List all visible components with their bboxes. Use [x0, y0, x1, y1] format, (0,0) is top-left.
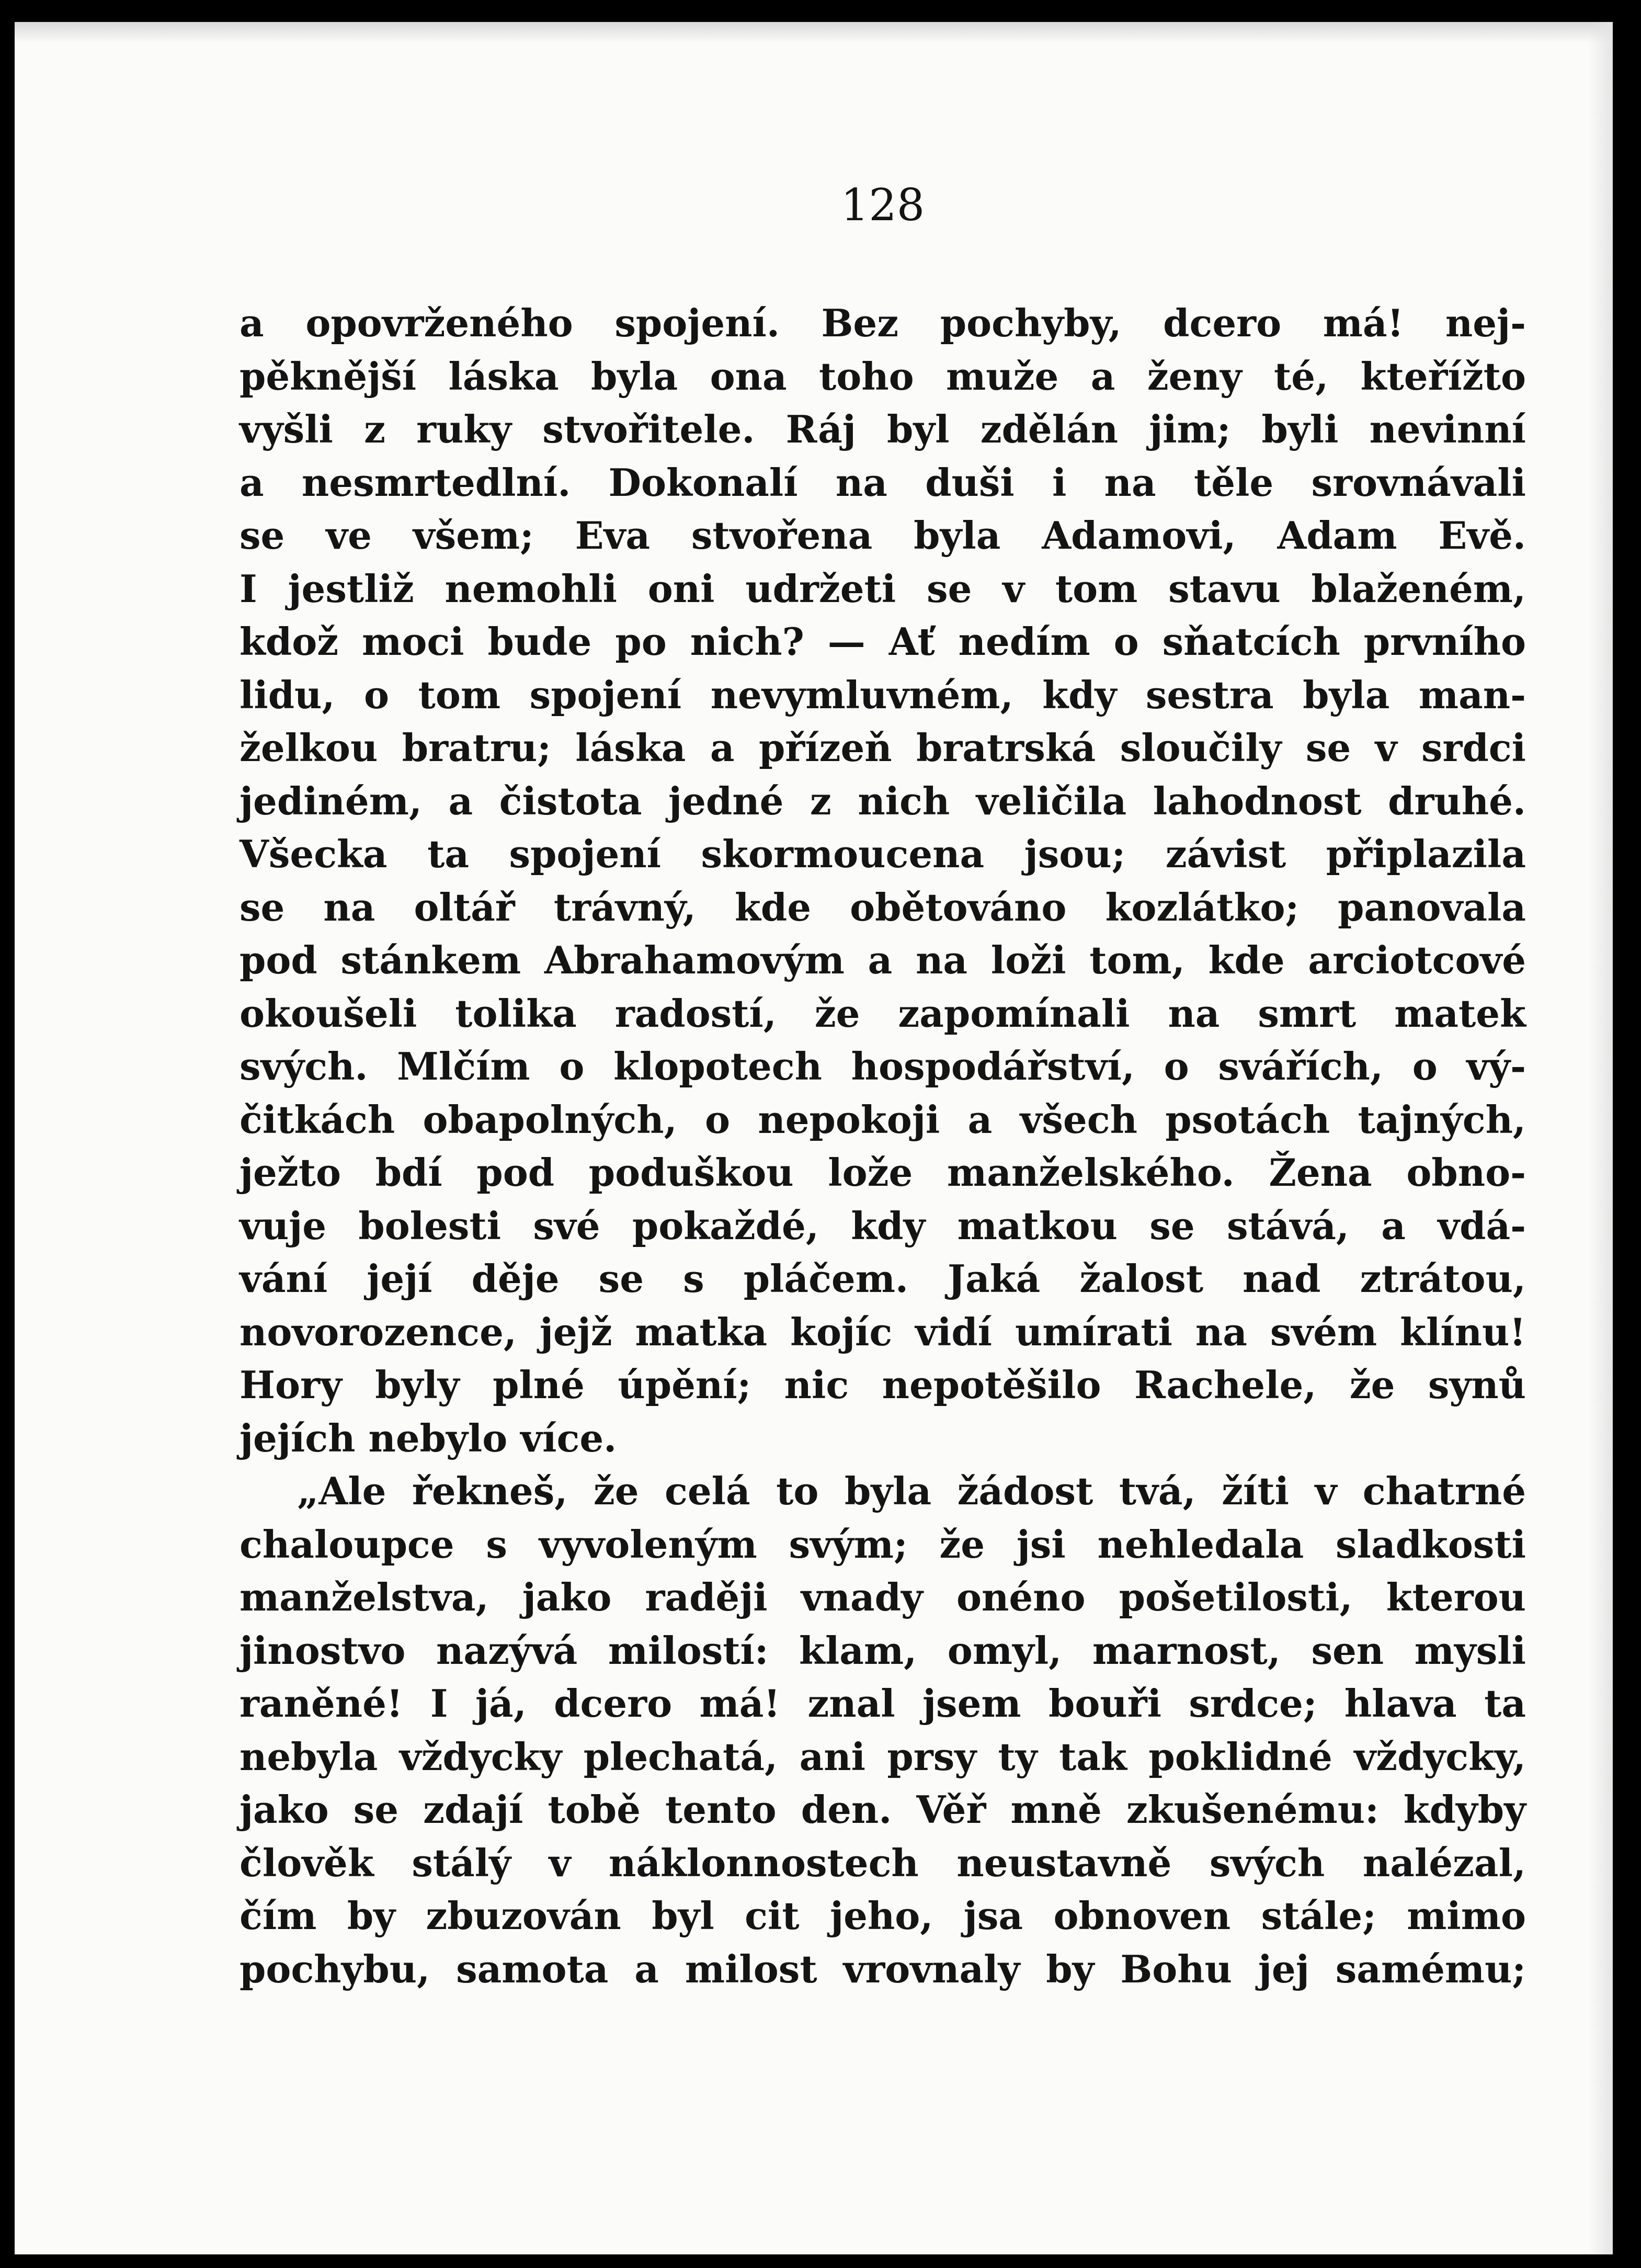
text-line: vání její děje se s pláčem. Jaká žalost nad ztrátou,: [240, 1256, 1526, 1301]
book-page: [15, 22, 1613, 2254]
text-line: svých. Mlčím o klopotech hospodářství, o svářích, o vý-: [240, 1044, 1526, 1088]
text-line: a nesmrtedlní. Dokonalí na duši i na těle srovnávali: [240, 460, 1526, 505]
text-line: jejích nebylo více.: [240, 1415, 617, 1460]
text-line: Všecka ta spojení skormoucena jsou; závist připlazila: [240, 832, 1526, 876]
text-line: nebyla vždycky plechatá, ani prsy ty tak poklidné vždycky,: [240, 1734, 1526, 1779]
text-line: Hory byly plné úpění; nic nepotěšilo Rachele, že synů: [240, 1363, 1526, 1407]
text-line: vyšli z ruky stvořitele. Ráj byl zdělán jim; byli nevinní: [240, 407, 1526, 451]
text-line: lidu, o tom spojení nevymluvném, kdy sestra byla man-: [240, 672, 1526, 717]
text-line: manželstva, jako raději vnady onéno pošetilosti, kterou: [240, 1575, 1526, 1619]
page-number: 128: [840, 179, 925, 231]
text-line: čím by zbuzován byl cit jeho, jsa obnoven stále; mimo: [240, 1893, 1526, 1938]
text-line: I jestliž nemohli oni udržeti se v tom stavu blaženém,: [240, 566, 1526, 611]
text-line: chaloupce s vyvoleným svým; že jsi nehledala sladkosti: [240, 1522, 1526, 1567]
scan-shadow-right: [1589, 22, 1613, 2254]
text-line: se na oltář trávný, kde obětováno kozlátko; panovala: [240, 884, 1526, 929]
text-line: okoušeli tolika radostí, že zapomínali na smrt matek: [240, 991, 1526, 1036]
scan-shadow-top: [15, 22, 1613, 43]
text-line: želkou bratru; láska a přízeň bratrská sloučily se v srdci: [240, 725, 1526, 770]
text-line: jako se zdají tobě tento den. Věř mně zkušenému: kdyby: [240, 1787, 1526, 1832]
text-line: pochybu, samota a milost vrovnaly by Bohu jej samému;: [240, 1946, 1526, 1991]
text-line: raněné! I já, dcero má! znal jsem bouři srdce; hlava ta: [240, 1681, 1526, 1726]
text-line: a opovrženého spojení. Bez pochyby, dcero má! nej-: [240, 301, 1526, 345]
text-line: ježto bdí pod poduškou lože manželského. Žena obno-: [240, 1150, 1526, 1195]
text-line: čitkách obapolných, o nepokoji a všech psotách tajných,: [240, 1097, 1526, 1142]
text-line: jinostvo nazývá milostí: klam, omyl, marnost, sen mysli: [240, 1628, 1526, 1673]
text-line: člověk stálý v náklonnostech neustavně svých nalézal,: [240, 1840, 1526, 1885]
text-line: pěknější láska byla ona toho muže a ženy té, kteřížto: [240, 354, 1526, 399]
text-line: „Ale řekneš, že celá to byla žádost tvá, žíti v chatrné: [297, 1469, 1526, 1513]
text-line: se ve všem; Eva stvořena byla Adamovi, Adam Evě.: [240, 513, 1526, 558]
body-text: [240, 297, 1526, 1995]
text-line: novorozence, jejž matka kojíc vidí umírati na svém klínu!: [240, 1309, 1526, 1354]
text-line: jediném, a čistota jedné z nich veličila lahodnost druhé.: [240, 778, 1526, 823]
text-line: vuje bolesti své pokaždé, kdy matkou se stává, a vdá-: [240, 1203, 1526, 1248]
text-line: kdož moci bude po nich? — Ať nedím o sňatcích prvního: [240, 619, 1526, 664]
text-line: pod stánkem Abrahamovým a na loži tom, kde arciotcové: [240, 938, 1526, 982]
